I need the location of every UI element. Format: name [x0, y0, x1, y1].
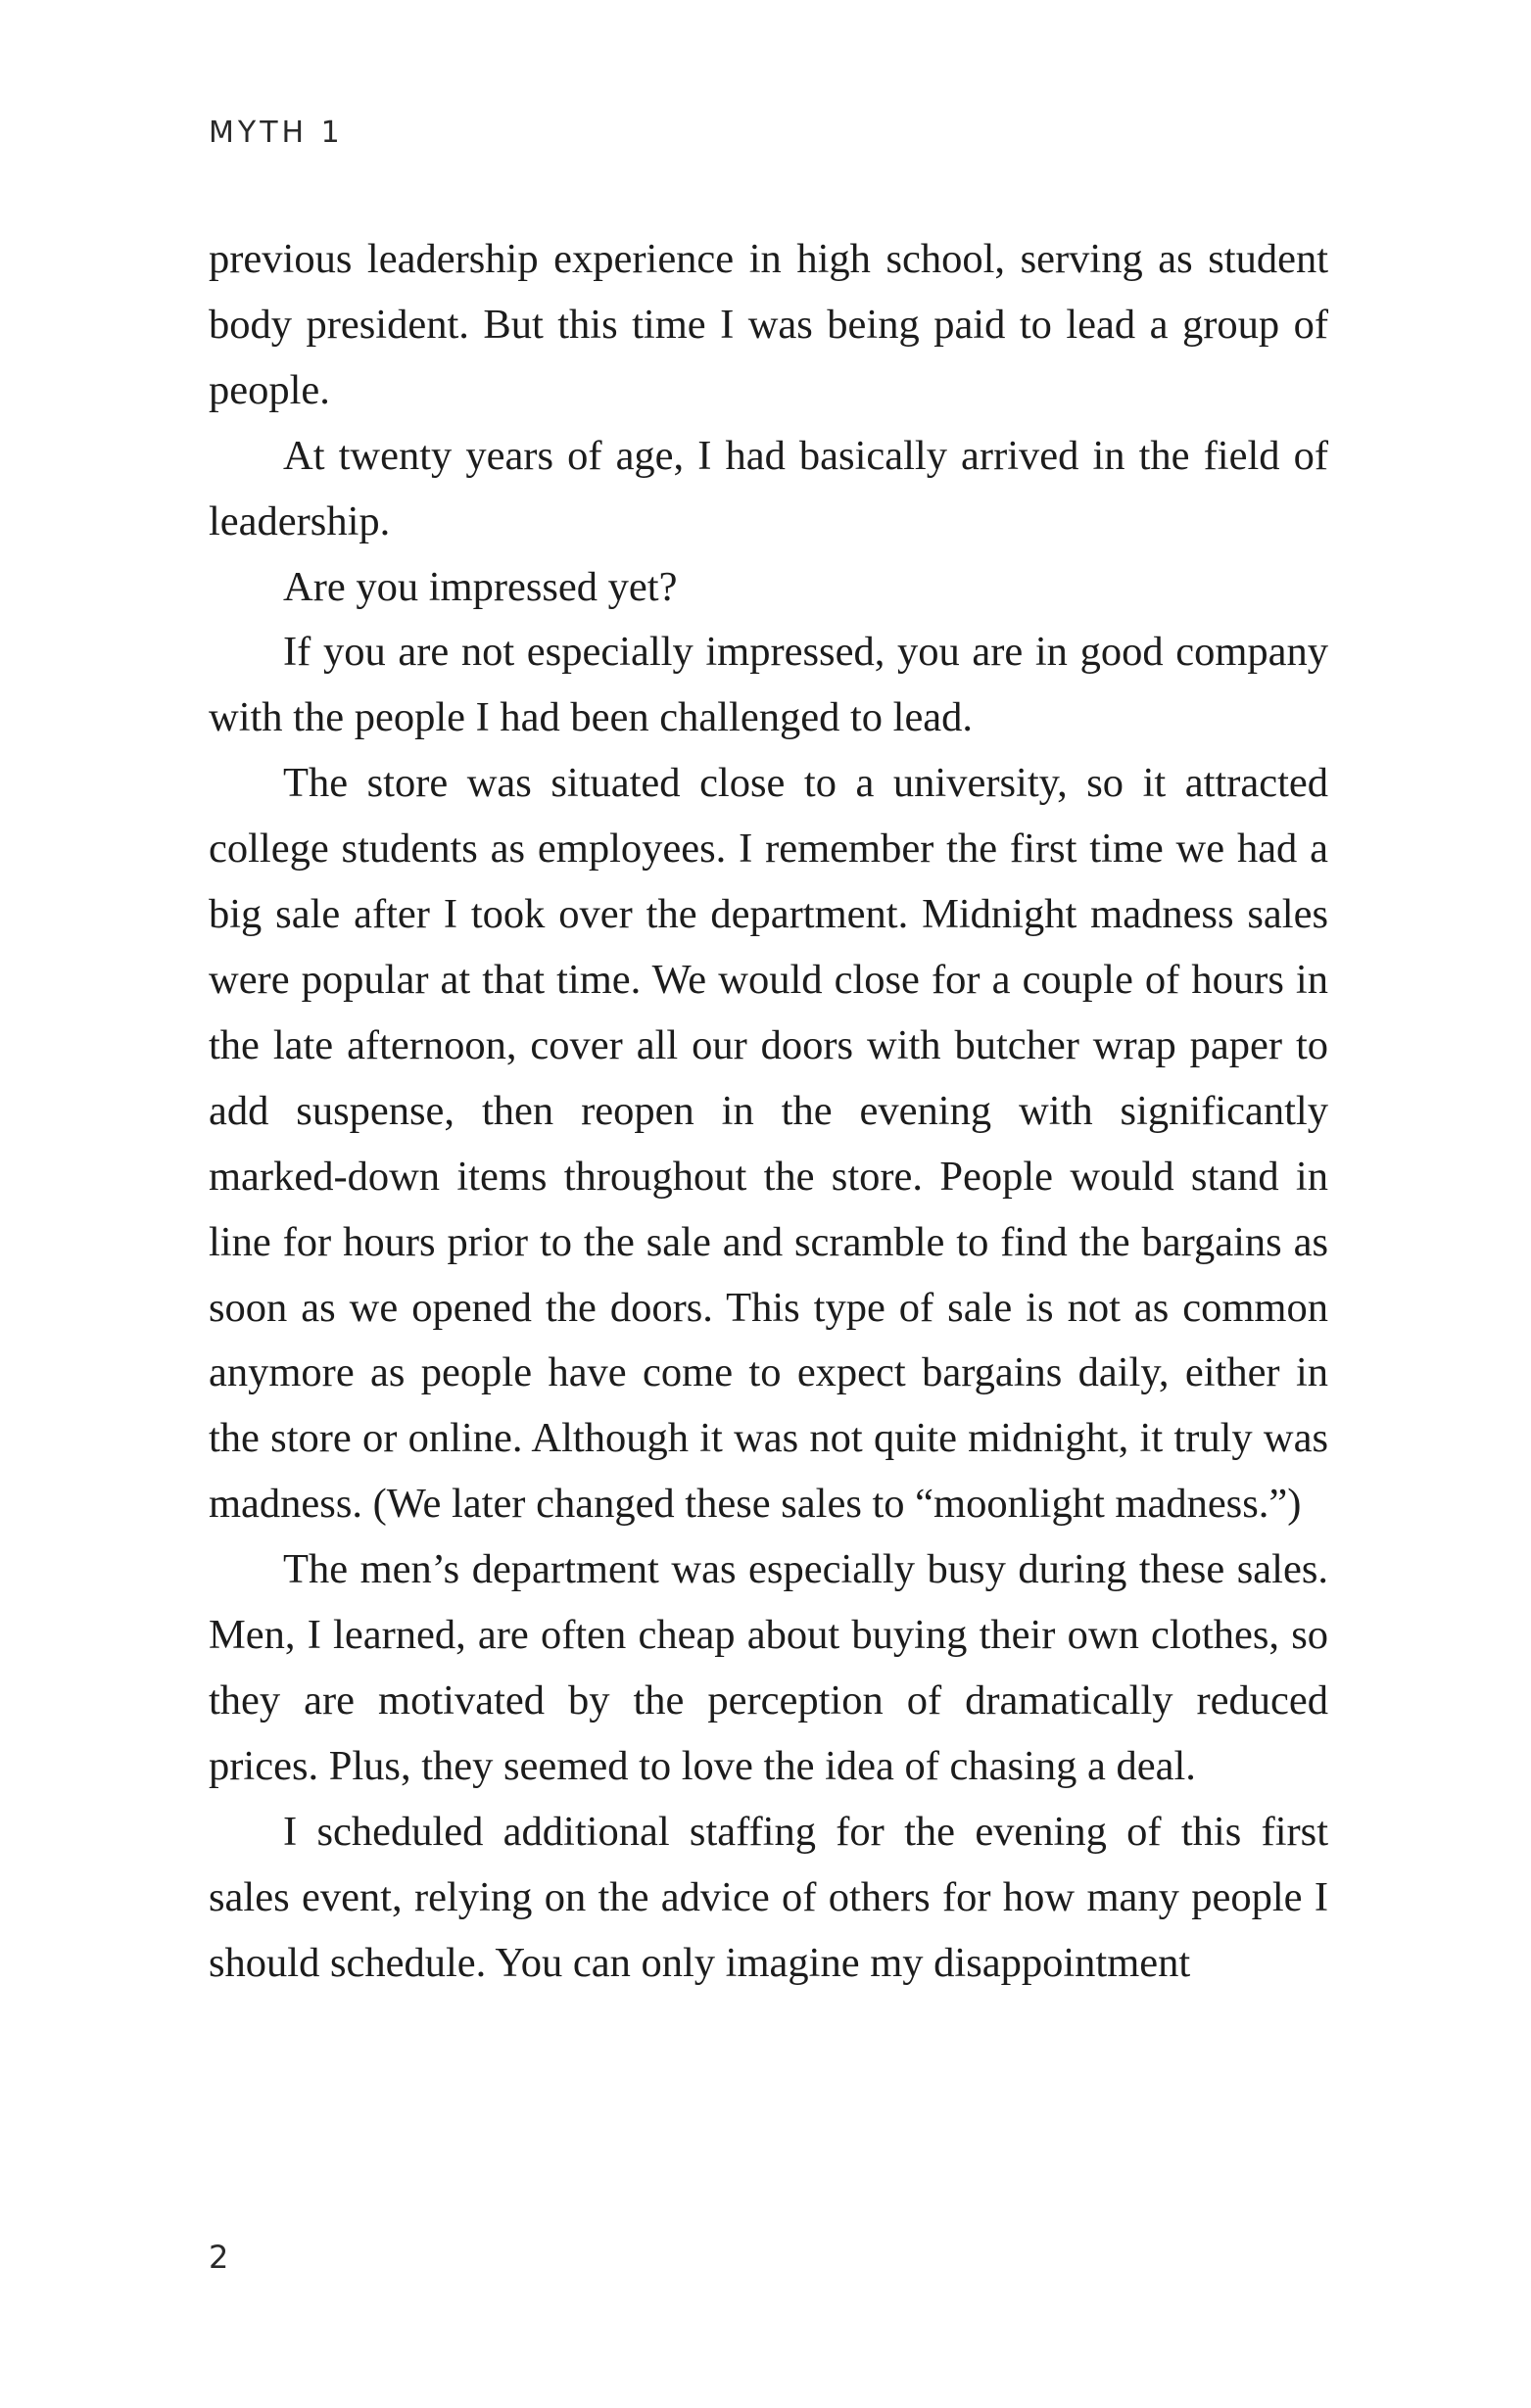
paragraph: If you are not especially impressed, you are in good company with the people I had been challenged to lead. [209, 629, 1328, 741]
paragraph: At twenty years of age, I had basically arrived in the field of leadership. [209, 432, 1328, 544]
paragraph: The store was situated close to a university, so it attracted college students as employees. I remember the first time we had a big sale after I took over the department. Midnight madness sales were popular at that time. We would close for a couple of hours in the late afternoon, cover all our doors with butcher wrap paper to add suspense, then reopen in the evening with significantly marked-down items throughout the store. People would stand in line for hours prior to the sale and scramble to find the bargains as soon as we opened the doors. This type of sale is not as common anymore as people have come to expect bargains daily, either in the store or online. Although it was not quite midnight, it truly was madness. (We later changed these sales to “moonlight madness.”) [209, 760, 1328, 1528]
paragraph: I scheduled additional staffing for the evening of this first sales event, relying on the advice of others for how many people I should schedule. You can only imagine my disappointment [209, 1808, 1328, 1986]
body-text [209, 227, 1328, 1996]
paragraph: Are you impressed yet? [283, 563, 678, 610]
running-head: MYTH 1 [209, 116, 344, 150]
page-number: 2 [209, 2239, 229, 2276]
paragraph: The men’s department was especially busy during these sales. Men, I learned, are often cheap about buying their own clothes, so they are motivated by the perception of dramatically reduced prices. Plus, they seemed to love the idea of chasing a deal. [209, 1546, 1328, 1789]
paragraph: previous leadership experience in high school, serving as student body president. But this time I was being paid to lead a group of people. [209, 236, 1328, 413]
